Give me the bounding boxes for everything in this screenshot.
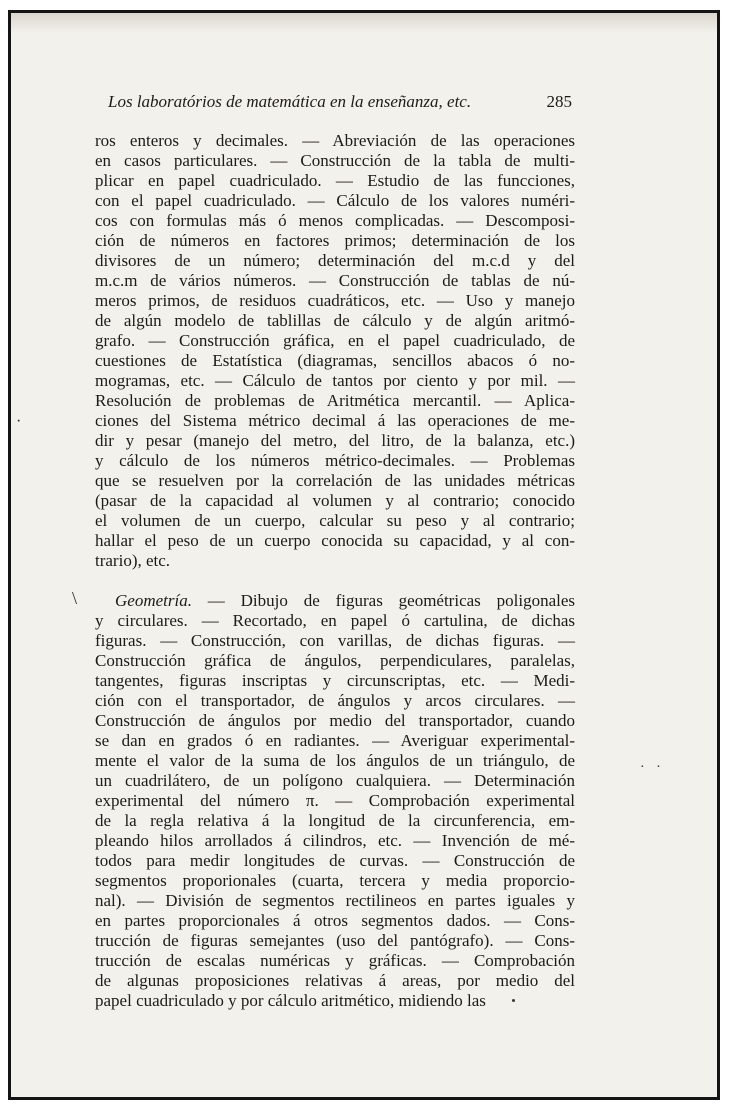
text-line: cuestiones de Estatística (diagramas, sencillos abacos ó no- xyxy=(95,351,575,370)
text-line: (pasar de la capacidad al volumen y al contrario; conocido xyxy=(95,491,575,510)
text-line: nal). — División de segmentos rectilineos en partes iguales y xyxy=(95,891,575,910)
text-line: experimental del número π. — Comprobación experimental xyxy=(95,791,575,810)
text-line: grafo. — Construcción gráfica, en el papel cuadriculado, de xyxy=(95,331,575,350)
text-line: en casos particulares. — Construcción de la tabla de multi- xyxy=(95,151,575,170)
paragraph-gap xyxy=(95,571,575,591)
margin-dot: · xyxy=(16,413,22,430)
text-line: de algunas proposiciones relativas á areas, por medio del xyxy=(95,971,575,990)
text-line: mente el valor de la suma de los ángulos de un triángulo, de xyxy=(95,751,575,770)
text-line: en partes proporcionales á otros segmentos dados. — Cons- xyxy=(95,911,575,930)
text-line: el volumen de un cuerpo, calcular su peso y al contrario; xyxy=(95,511,575,530)
text-line: que se resuelven por la correlación de las unidades métricas xyxy=(95,471,575,490)
page-number: 285 xyxy=(546,92,572,111)
paragraph-arithmetic xyxy=(95,131,575,571)
ink-speck xyxy=(512,999,515,1002)
text-line: se dan en grados ó en radiantes. — Averiguar experimental- xyxy=(95,731,575,750)
scan-shadow xyxy=(11,13,717,33)
text-line: con el papel cuadriculado. — Cálculo de los valores numéri- xyxy=(95,191,575,210)
text-line: Resolución de problemas de Aritmética mercantil. — Aplica- xyxy=(95,391,575,410)
section-heading-geometria: Geometría. xyxy=(115,591,192,610)
text-line: hallar el peso de un cuerpo conocida su capacidad, y al con- xyxy=(95,531,575,550)
text-line: figuras. — Construcción, con varillas, de dichas figuras. — xyxy=(95,631,575,650)
text-line: ción de números en factores primos; determinación de los xyxy=(95,231,575,250)
text-line: un cuadrilátero, de un polígono cualquiera. — Determinación xyxy=(95,771,575,790)
text-line: mogramas, etc. — Cálculo de tantos por ciento y por mil. — xyxy=(95,371,575,390)
running-header-title: Los laboratórios de matemática en la enseñanza, etc. xyxy=(108,92,472,111)
text-line: ciones del Sistema métrico decimal á las operaciones de me- xyxy=(95,411,575,430)
text-line xyxy=(95,591,575,611)
text-line: ros enteros y decimales. — Abreviación de las operaciones xyxy=(95,131,575,150)
text-line: dir y pesar (manejo del metro, del litro, de la balanza, etc.) xyxy=(95,431,575,450)
text-line: pleando hilos arrollados á cilindros, etc. — Invención de mé- xyxy=(95,831,575,850)
text-line: m.c.m de vários números. — Construcción de tablas de nú- xyxy=(95,271,575,290)
text-line: Construcción de ángulos por medio del transportador, cuando xyxy=(95,711,575,730)
heading-line-rest: — Dibujo de figuras geométricas poligonales xyxy=(191,591,575,610)
text-line: trucción de figuras semejantes (uso del pantógrafo). — Cons- xyxy=(95,931,575,950)
text-line: de la regla relativa á la longitud de la circunferencia, em- xyxy=(95,811,575,830)
text-line: todos para medir longitudes de curvas. — Construcción de xyxy=(95,851,575,870)
text-line: papel cuadriculado y por cálculo aritmético, midiendo las xyxy=(95,991,486,1010)
margin-dots: · · xyxy=(640,760,665,775)
text-line: plicar en papel cuadriculado. — Estudio de las funcciones, xyxy=(95,171,575,190)
text-line: trario), etc. xyxy=(95,551,171,570)
margin-mark-backslash: \ xyxy=(72,588,78,608)
text-line: y circulares. — Recortado, en papel ó cartulina, de dichas xyxy=(95,611,575,630)
paragraph-geometry xyxy=(95,591,575,1011)
text-line: ción con el transportador, de ángulos y arcos circulares. — xyxy=(95,691,575,710)
text-line: tangentes, figuras inscriptas y circunscriptas, etc. — Medi- xyxy=(95,671,575,690)
text-line: meros primos, de residuos cuadráticos, etc. — Uso y manejo xyxy=(95,291,575,310)
text-line: divisores de un número; determinación del m.c.d y del xyxy=(95,251,575,270)
body-text xyxy=(95,131,575,1011)
text-line: cos con formulas más ó menos complicadas. — Descomposi- xyxy=(95,211,575,230)
running-header xyxy=(108,92,572,112)
text-line: segmentos proporionales (cuarta, tercera y media proporcio- xyxy=(95,871,575,890)
text-line: de algún modelo de tablillas de cálculo y de algún aritmó- xyxy=(95,311,575,330)
text-line: trucción de escalas numéricas y gráficas. — Comprobación xyxy=(95,951,575,970)
text-line: y cálculo de los números métrico-decimales. — Problemas xyxy=(95,451,575,470)
text-line: Construcción gráfica de ángulos, perpendiculares, paralelas, xyxy=(95,651,575,670)
